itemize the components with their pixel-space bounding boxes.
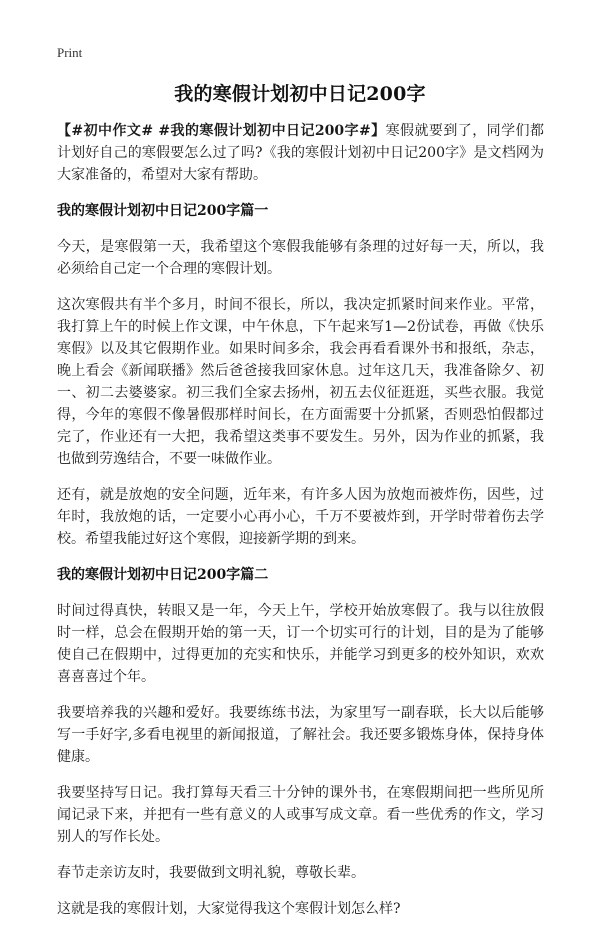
intro-tag: 【#初中作文# #我的寒假计划初中日记200字#】 — [57, 123, 386, 139]
intro-paragraph — [57, 120, 544, 186]
section-2-paragraph-5: 这就是我的寒假计划，大家觉得我这个寒假计划怎么样? — [57, 901, 401, 917]
section-2-paragraph-2: 我要培养我的兴趣和爱好。我要练练书法，为家里写一副春联，长大以后能够写一手好字,多看电视里的新闻报道，了解社会。我还要多锻炼身体，保持身体健康。 — [57, 705, 544, 765]
section-1-paragraph-1: 今天，是寒假第一天，我希望这个寒假我能够有条理的过好每一天，所以，我必须给自己定一个合理的寒假计划。 — [57, 239, 544, 277]
section-heading-2: 我的寒假计划初中日记200字篇二 — [57, 567, 269, 583]
section-2-paragraph-3: 我要坚持写日记。我打算每天看三十分钟的课外书，在寒假期间把一些所见所闻记录下来，并把有一些有意义的人或事写成文章。看一些优秀的作文，学习别人的写作长处。 — [57, 785, 544, 845]
article-body — [57, 120, 544, 934]
section-1-paragraph-3: 还有，就是放炮的安全问题，近年来，有许多人因为放炮而被炸伤，因些，过年时，我放炮的话，一定要小心再小心，千万不要被炸到，开学时带着伤去学校。希望我能过好这个寒假，迎接新学期的到来。 — [57, 487, 544, 547]
page-title: 我的寒假计划初中日记200字 — [174, 83, 426, 105]
section-1-paragraph-2: 这次寒假共有半个多月，时间不很长，所以，我决定抓紧时间来作业。平常，我打算上午的时候上作文课，中午休息，下午起来写1—2份试卷，再做《快乐寒假》以及其它假期作业。如果时间多余，我会再看看课外书和报纸，杂志，晚上看会《新闻联播》然后爸爸接我回家休息。过年这几天，我准备除夕、初一、初二去婆婆家。初三我们全家去扬州，初五去仪征逛逛，买些衣服。我觉得，今年的寒假不像暑假那样时间长，在方面需要十分抓紧，否则恐怕假都过完了，作业还有一大把，我希望这类事不要发生。另外，因为作业的抓紧，我也做到劳逸结合，不要一味做作业。 — [57, 297, 544, 467]
section-2-paragraph-1: 时间过得真快，转眼又是一年，今天上午，学校开始放寒假了。我与以往放假时一样，总会在假期开始的第一天，订一个切实可行的计划，目的是为了能够使自己在假期中，过得更加的充实和快乐，并能学习到更多的校外知识，欢欢喜喜喜过个年。 — [57, 603, 544, 685]
section-heading-1: 我的寒假计划初中日记200字篇一 — [57, 203, 269, 219]
intro-text: 寒假就要到了，同学们都计划好自己的寒假要怎么过了吗?《我的寒假计划初中日记200字》是文档网为大家准备的，希望对大家有帮助。 — [57, 123, 544, 183]
section-2-paragraph-4: 春节走亲访友时，我要做到文明礼貌，尊敬长辈。 — [57, 865, 365, 881]
print-link[interactable]: Print — [57, 45, 83, 60]
